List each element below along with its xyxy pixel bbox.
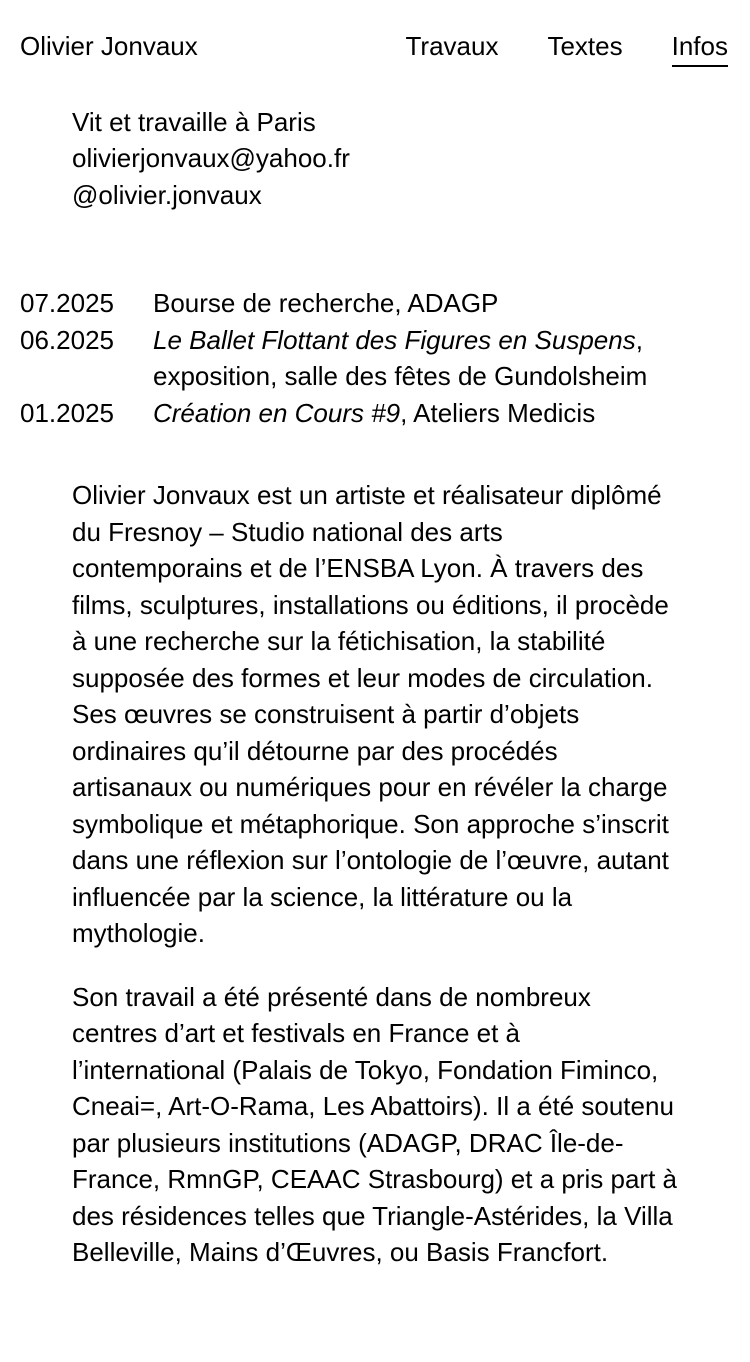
bio-line: centres d’art et festivals en France et à [72, 1018, 520, 1048]
contact-instagram[interactable]: @olivier.jonvaux [72, 179, 262, 210]
nav-item-infos[interactable]: Infos [672, 28, 728, 67]
nav-item-textes[interactable]: Textes [547, 31, 623, 61]
bio-line: supposée des formes et leur modes de circulation. [72, 662, 653, 693]
bio-line: l’international (Palais de Tokyo, Fondation Fiminco, [72, 1054, 659, 1085]
event-text: , Ateliers Medicis [400, 397, 596, 428]
event-description-line [153, 358, 730, 395]
bio-line: France, RmnGP, CEAAC Strasbourg) et a pris part à [72, 1164, 677, 1194]
bio-line: dans une réflexion sur l’ontologie de l’œuvre, autant [72, 845, 669, 875]
bio-line: Cneai=, Art-O-Rama, Les Abattoirs). Il a été soutenu [72, 1091, 674, 1121]
bio-line: films, sculptures, installations ou éditions, il procède [72, 589, 669, 620]
event-text: , [635, 324, 643, 355]
event-date: 06.2025 [20, 324, 114, 355]
contact-email[interactable]: olivierjonvaux@yahoo.fr [72, 143, 350, 173]
page [0, 28, 750, 1362]
bio-line: Son travail a été présenté dans de nombreux [72, 981, 591, 1012]
event-description-line [153, 322, 730, 359]
bio-line: du Fresnoy – Studio national des arts [72, 516, 503, 547]
bio-line: à une recherche sur la fétichisation, la stabilité [72, 626, 606, 656]
event-text: Bourse de recherche, ADAGP [153, 288, 499, 318]
bio-line: symbolique et métaphorique. Son approche s’inscrit [72, 808, 669, 839]
bio-line: influencée par la science, la littérature ou la [72, 881, 573, 912]
event-text: exposition, salle des fêtes de Gundolsheim [153, 361, 648, 391]
events-list [20, 285, 730, 431]
bio-line: artisanaux ou numériques pour en révéler la charge [72, 772, 668, 802]
contact-location: Vit et travaille à Paris [72, 106, 316, 137]
bio-paragraph [72, 477, 730, 952]
main-nav [406, 28, 729, 67]
event-description [153, 322, 730, 395]
bio-line: contemporains et de l’ENSBA Lyon. À travers des [72, 553, 644, 583]
bio-line: Belleville, Mains d’Œuvres, ou Basis Francfort. [72, 1237, 609, 1267]
bio-line: Olivier Jonvaux est un artiste et réalisateur diplômé [72, 480, 662, 510]
contact-info [72, 104, 728, 214]
event-title: Le Ballet Flottant des Figures en Suspens [153, 324, 636, 355]
event-description-line [153, 285, 730, 322]
event-date: 07.2025 [20, 288, 114, 318]
event-date: 01.2025 [20, 397, 114, 428]
bio-line: mythologie. [72, 918, 205, 948]
event-row [20, 322, 730, 395]
event-description [153, 395, 730, 432]
event-row [20, 395, 730, 432]
bio-line: des résidences telles que Triangle-Astérides, la Villa [72, 1200, 673, 1231]
bio-section [72, 477, 730, 1271]
bio-line: ordinaires qu’il détourne par des procédés [72, 735, 558, 766]
nav-item-travaux[interactable]: Travaux [405, 31, 499, 61]
bio-line: par plusieurs institutions (ADAGP, DRAC Île-de- [72, 1127, 624, 1158]
site-header [20, 28, 728, 67]
bio-line: Ses œuvres se construisent à partir d’objets [72, 699, 580, 729]
bio-paragraph [72, 979, 730, 1271]
event-description-line [153, 395, 730, 432]
event-description [153, 285, 730, 322]
site-title[interactable]: Olivier Jonvaux [20, 31, 198, 61]
event-title: Création en Cours #9 [153, 397, 401, 428]
event-row [20, 285, 730, 322]
